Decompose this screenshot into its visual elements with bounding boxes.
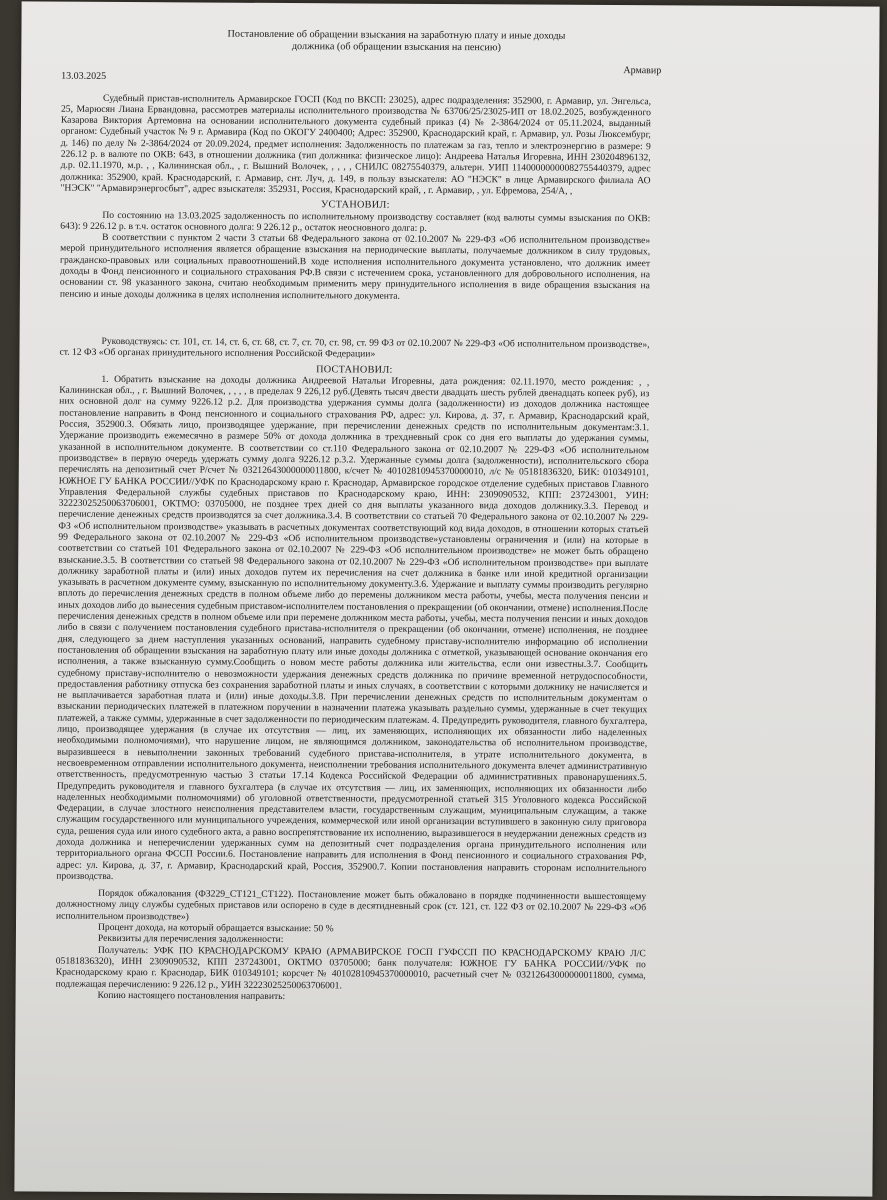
document-title	[61, 28, 651, 56]
heading-resolved: ПОСТАНОВИЛ:	[316, 363, 393, 376]
document-date: 13.03.2025	[61, 70, 107, 83]
title-line-2: должника (об обращении взыскания на пенсию)	[291, 41, 501, 54]
title-line-1: Постановление об обращении взыскания на заработную плату и иные доходы	[227, 28, 566, 42]
resolved-paragraph: 1. Обратить взыскание на доходы должника Андреевой Натальи Игоревны, дата рождения: 02.11.1970, место рождения: , , Калининская обл., , г. Вышний Волочек, , , , , в пределах 9 226,12 руб.(Девять тысяч двести двадцать шесть рублей двенадцать копеек руб), из них основной долг на сумму 9226.12 р.2. Для производства удержания суммы долга (задолженности) из доходов должника настоящее постановление направить в Фонд пенсионного и социального страхования РФ, адрес: ул. Кирова, д. 37, г. Армавир, Краснодарский край, Россия, 352900.3. Обязать лицо, производящее удержание, при перечислении денежных средств по исполнительным документам:3.1. Удержание производить ежемесячно в размере 50% от дохода должника в трехдневный срок со дня его выплаты до удержания суммы, указанной в исполнительном документе. В соответствии со ст.110 Федерального закона от 02.10.2007 № 229-ФЗ «Об исполнительном производстве» в первую очередь удержать сумму долга 9226.12 р.3.2. Удержанные суммы долга (задолженности), исполнительского сбора перечислять на депозитный счет Р/счет № 03212643000000011800, к/счет № 40102810945370000010, л/с № 05181836320, БИК: 010349101, ЮЖНОЕ ГУ БАНКА РОССИИ//УФК по Краснодарскому краю г. Краснодар, Армавирское городское отделение судебных приставов Главного Управления Федеральной службы судебных приставов по Краснодарскому краю, ИНН: 2309090532, КПП: 237243001, УИН: 32223025250063706001, ОКТМО: 03705000, не позднее трех дней со дня выплаты указанного вида доходов должнику.3.3. Перевод и перечисление денежных средств производятся за счет должника.3.4. В соответствии со статьей 70 Федерального закона от 02.10.2007 № 229-ФЗ «Об исполнительном производстве» указывать в расчетных документах соответствующий код вида доходов, в отношении которых статьей 99 Федерального закона от 02.10.2007 № 229-ФЗ «Об исполнительном производстве»установлены ограничения и (или) на которые в соответствии со статьей 101 Федерального закона от 02.10.2007 № 229-ФЗ «Об исполнительном производстве» не может быть обращено взыскание.3.5. В соответствии со статьей 98 Федерального закона от 02.10.2007 № 229-ФЗ «Об исполнительном производстве» при выплате должнику заработной платы и (или) иных доходов путем их перечисления на счет должника в банке или иной кредитной организации указывать в расчетном документе сумму, взысканную по исполнительному документу.3.6. Удержание и выплату суммы производить регулярно вплоть до перечисления денежных средств в полном объеме либо до перемены должником места работы, учебы, места получения пенсии и иных доходов либо до вынесения судебным приставом-исполнителем постановления о прекращении (об окончании, отмене) исполнения.После перечисления денежных средств в полном объеме или при перемене должником места работы, учебы, места получения пенсии и иных доходов либо в связи с получением постановления судебного пристава-исполнителя о прекращении (об окончании, отмене) исполнения, не позднее дня, следующего за днем наступления указанных оснований, направить судебному приставу-исполнителю информацию об исполнении постановления об обращении взыскания на заработную плату или иные доходы должника с отметкой, указывающей основание окончания его исполнения, а также взысканную сумму.Сообщить о новом месте работы должника или жительства, если они известны.3.7. Сообщить судебному приставу-исполнителю о невозможности удержания денежных средств должника по причине временной нетрудоспособности, предоставления работнику отпуска без сохранения заработной платы и иных случаях, в соответствии с которыми должнику не начисляется и не выплачивается заработная плата и (или) иные доходы.3.8. При перечислении денежных средств по исполнительным документам о взыскании периодических платежей в платежном поручении в назначении платежа указывать раздельно суммы, удержанные в счет текущих платежей, а также суммы, удержанные в счет задолженности по периодическим платежам. 4. Предупредить руководителя, главного бухгалтера, лицо, производящее удержания (в случае их отсутствия — лиц, их заменяющих, исполняющих их обязанности либо наделенных необходимыми полномочиями), что нарушение лицом, не являющимся должником, законодательства об исполнительном производстве, выразившееся в невыполнении законных требований судебного пристава-исполнителя, в утрате исполнительного документа, в несвоевременном отправлении исполнительного документа, неисполнении требования исполнительного документа влечет административную ответственность, предусмотренную частью 3 статьи 17.14 Кодекса Российской Федерации об административных правонарушениях.5. Предупредить руководителя и главного бухгалтера (в случае их отсутствия — лиц, их заменяющих, исполняющих их обязанности либо наделенных необходимыми полномочиями) об уголовной ответственности, предусмотренной статьей 315 Уголовного кодекса Российской Федерации, в случае злостного неисполнения представителем власти, государственным служащим, муниципальным служащим, а также служащим государственного или муниципального учреждения, коммерческой или иной организации вступившего в законную силу приговора суда, решения суда или иного судебного акта, а равно воспрепятствование их исполнению, выразившегося в неудержании денежных средств из дохода должника и неперечислении удержанных сумм на депозитный счет подразделения органа принудительного исполнения или территориального органа ФССП России.6. Постановление направить для исполнения в Фонд пенсионного и социального страхования РФ, адрес: ул. Кирова, д. 37, г. Армавир, Краснодарский край, Россия, 352900.7. Копии постановления направить сторонам исполнительного производства.	[56, 373, 650, 882]
copy-to-line: Копию настоящего постановления направить:	[97, 989, 286, 1002]
heading-established: УСТАНОВИЛ:	[321, 199, 390, 211]
intro-paragraph: Судебный пристав-исполнитель Армавирское ГОСП (Код по ВКСП: 23025), адрес подразделения: 352900, г. Армавир, ул. Энгельса, 25, Марюсян Лиана Ервандовна, рассмотрев материалы исполнительного производства № 63706/25/23025-ИП от 18.02.2025, возбужденного Казарова Виктория Артемовна на основании исполнительного документа судебный приказ (4) № 2-3864/2024 от 05.11.2024, выданный органом: Судебный участок № 9 г. Армавира (Код по ОКОГУ 2400400; Адрес: 352900, Краснодарский край, г. Армавир, ул. Розы Люксембург, д. 146) по делу № 2-3864/2024 от 20.09.2024, предмет исполнения: Задолженность по платежам за газ, тепло и электроэнергию в размере: 9 226.12 р. в валюте по ОКВ: 643, в отношении должника (тип должника: физическое лицо): Андреева Наталья Игоревна, ИНН 230204896132, д.р. 02.11.1970, м.р. , , Калининская обл., , г. Вышний Волочек, , , , , СНИЛС 08275540379, альтерн. УИП 11400000000082755440379, адрес должника: 352900, край. Краснодарский, г. Армавир, снт. Луч, д. 149, в пользу взыскателя: АО "НЭСК" в лице Армавирского филиала АО "НЭСК" "Армавирэнергосбыт", адрес взыскателя: 352931, Россия, Краснодарский край, , г. Армавир, , ул. Ефремова, 254/А, ,	[60, 92, 652, 197]
document-body	[55, 20, 662, 1005]
city: Армавир	[623, 65, 662, 77]
established-paragraph-1: По состоянию на 13.03.2025 задолженность по исполнительному производству составляет (код валюты суммы взыскания по ОКВ: 643): 9 226.12 р. в т.ч. остаток основного долга: 9 226.12 р., остаток неосновного долга: р.	[60, 209, 651, 234]
document-page	[14, 1, 879, 1196]
appeal-paragraph: Порядок обжалования (ФЗ229_СТ121_СТ122). Постановление может быть обжаловано в порядке подчиненности вышестоящему должностному лицу службы судебных приставов или оспорено в суде в десятидневный срок (ст. 121, ст. 122 ФЗ от 02.10.2007 № 229-ФЗ «Об исполнительном производстве»)	[56, 888, 647, 923]
recipient-paragraph: Получатель: УФК ПО КРАСНОДАРСКОМУ КРАЮ (АРМАВИРСКОЕ ГОСП ГУФССП ПО КРАСНОДАРСКОМУ КРАЮ Л/С 05181836320), ИНН 2309090532, КПП 237243001, ОКТМО 03705000; банк получателя: ЮЖНОЕ ГУ БАНКА РОССИИ//УФК по Краснодарскому краю г. Краснодар, БИК 010349101; корсчет № 40102810945370000010, расчетный счет № 03212643000000011800, сумма, подлежащая перечислению: 9 226.12 р., УИН 32223025250063706001.	[55, 944, 646, 991]
established-paragraph-2: В соответствии с пунктом 2 части 3 статьи 68 Федерального закона от 02.10.2007 № 229-ФЗ «Об исполнительном производстве» мерой принудительного исполнения является обращение взыскания на периодические выплаты, получаемые должником в силу трудовых, гражданско-правовых или социальных правоотношений.В ходе исполнения исполнительного документа установлено, что должник имеет доходы в Фонд пенсионного и социального страхования РФ.В связи с истечением срока, установленного для добровольного исполнения, на основании ст. 98 указанного закона, считаю необходимым применить меру принудительного исполнения в виде обращения взыскания на пенсию и иные доходы должника в целях исполнения исполнительного документа.	[59, 232, 651, 302]
requisites-line: Реквизиты для перечисления задолженности:	[97, 933, 284, 946]
percent-line: Процент дохода, на который обращается взыскание: 50 %	[97, 921, 334, 935]
guided-paragraph: Руководствуясь: ст. 101, ст. 14, ст. 6, ст. 68, ст. 7, ст. 70, ст. 98, ст. 99 ФЗ от 02.10.2007 № 229-ФЗ «Об исполнительном производстве», ст. 12 ФЗ «Об органах принудительного исполнения Российской Федерации»	[59, 335, 650, 360]
